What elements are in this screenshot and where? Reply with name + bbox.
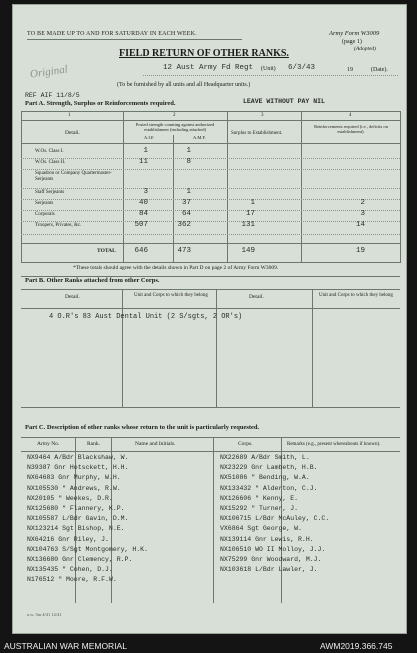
part-a-col-number: 2: [173, 113, 176, 118]
part-c-left-row: NX20105 " Weekes, D.R.: [27, 494, 113, 502]
part-c-right-row: NX23229 Gnr Lambeth, H.B.: [220, 464, 318, 472]
part-a-total-aif: 646: [134, 247, 148, 255]
part-a-row-rule: [21, 158, 400, 159]
part-a-bottom-rule: [21, 262, 400, 263]
part-c-col-corps: Corps.: [238, 441, 253, 447]
part-a-aif-value: 11: [138, 158, 148, 166]
reference-line: REF AIF 11/8/5: [25, 92, 80, 99]
part-c-header-bottom: [21, 451, 400, 452]
part-a-amf-value: 8: [186, 158, 191, 166]
part-b-header-bottom: [21, 308, 400, 309]
furnish-note: (To be furnished by all units and all Headquarter units.): [117, 82, 251, 88]
part-a-col-detail: Detail.: [65, 130, 80, 136]
part-a-col-divider-0: [21, 111, 22, 263]
part-c-right-row: NX15292 " Turner, J.: [220, 505, 299, 512]
part-a-col-divider-4: [400, 111, 401, 263]
part-c-col-remarks: Remarks (e.g., present whereabouts if known).: [287, 442, 381, 447]
part-c-left-row: N39387 Gnr Hotsckett, H.H.: [27, 464, 129, 472]
adopted-label: (Adopted): [354, 46, 376, 52]
leave-line: LEAVE WITHOUT PAY NIL: [243, 98, 325, 105]
part-c-col-army-no: Army No.: [37, 441, 60, 447]
part-c-left-row: NX105530 " Andrews, R.W.: [27, 484, 121, 492]
part-a-sub-aif: A.I.F.: [144, 135, 155, 140]
archive-label: AUSTRALIAN WAR MEMORIAL: [4, 641, 127, 651]
part-a-amf-value: 362: [177, 221, 191, 229]
top-notice-rule: [27, 39, 242, 40]
part-a-row-rule: [21, 188, 400, 189]
part-a-amf-value: 64: [181, 210, 191, 218]
part-a-col-number: 3: [261, 113, 264, 118]
part-c-heading: Part C. Description of other ranks whose return to the unit is particularly requested.: [25, 424, 260, 431]
part-a-amf-value: 1: [186, 188, 191, 196]
part-a-footnote: *These totals should agree with the details shown in Part D on page 2 of Army Form W3009.: [73, 265, 279, 271]
part-c-right-row: NX51086 " Bending, W.A.: [220, 474, 310, 482]
part-a-row-label: Squadron or Company Quartermaster-Serjeants: [35, 171, 112, 182]
part-a-col-number: 1: [68, 113, 71, 118]
part-a-total-surplus: 149: [241, 247, 255, 255]
part-b-divider-3: [312, 289, 313, 407]
part-a-col-divider-2: [227, 111, 228, 263]
form-reference: Army Form W3009: [329, 30, 380, 37]
part-a-row-label: Staff Serjeants: [35, 190, 65, 195]
part-a-row-rule: [21, 169, 400, 170]
page-label: (page 1): [342, 39, 362, 45]
part-a-row-rule: [21, 234, 400, 235]
form-title: FIELD RETURN OF OTHER RANKS.: [119, 48, 289, 59]
part-a-row-label: Corporals: [35, 212, 55, 217]
part-a-row-label: W.Os. Class II.: [35, 160, 66, 165]
part-a-total-reinf: 19: [355, 247, 365, 255]
part-a-total-amf: 473: [177, 247, 191, 255]
part-a-amf-value: 37: [181, 199, 191, 207]
part-a-col-divider-3: [301, 111, 302, 263]
part-c-left-row: NX64683 Gnr Murphy, W.H.: [27, 474, 121, 482]
part-c-right-row: NX133432 " Alderton, C.J.: [220, 484, 318, 492]
part-b-col-detail-2: Detail.: [249, 294, 264, 300]
part-c-col-name: Name and Initials.: [135, 441, 176, 447]
part-c-left-row: NX64216 Gnr Riley, J.: [27, 535, 109, 543]
unit-date-rule: [143, 75, 398, 76]
part-c-right-row: NX139114 Gnr Lewis, R.H.: [220, 535, 314, 543]
part-a-header-rule: [21, 143, 400, 144]
part-a-reinf-value: 14: [355, 221, 365, 229]
part-a-total-rule: [21, 243, 400, 244]
part-a-surplus-value: 131: [241, 221, 255, 229]
part-a-reinf-value: 2: [360, 199, 365, 207]
part-a-row-label: Troopers, Privates, &c.: [35, 223, 82, 228]
part-c-col-rank: Rank.: [87, 441, 100, 447]
part-c-right-row: NX126606 " Kenny, E.: [220, 494, 299, 502]
part-a-aif-value: 3: [143, 188, 148, 196]
part-a-surplus-value: 1: [250, 199, 255, 207]
part-c-divider-3: [213, 437, 214, 603]
part-a-aif-value: 1: [143, 147, 148, 155]
unit-label: (Unit): [261, 66, 276, 72]
part-b-divider-2: [216, 289, 217, 407]
part-b-col-unit-2: Unit and Corps to which they belong: [319, 293, 393, 298]
part-a-aif-value: 40: [138, 199, 148, 207]
part-c-left-row: NX123214 Sgt Bishop, N.E.: [27, 525, 125, 533]
part-a-col-posted: Posted strength counting against authorized establishment (including attached): [135, 122, 215, 132]
date-label: (Date).: [371, 67, 388, 73]
field-return-form: [12, 4, 407, 634]
part-c-right-row: VX6864 Sgt George, W.: [220, 525, 302, 533]
part-a-aif-value: 507: [134, 221, 148, 229]
part-c-right-row: NX75299 Gnr Woodward, M.J.: [220, 556, 322, 563]
part-b-col-unit-1: Unit and Corps to which they belong: [134, 293, 208, 298]
part-c-left-row: NX136680 Gnr Clemency, R.P.: [27, 556, 133, 563]
part-a-heading: Part A. Strength, Surplus or Reinforcements required.: [25, 100, 176, 107]
part-a-table: [13, 111, 408, 263]
part-a-aif-value: 84: [138, 210, 148, 218]
part-a-number-rule: [21, 120, 400, 121]
part-b-heading: Part B. Other Ranks attached from other Corps.: [25, 277, 160, 284]
date-year: 19: [347, 67, 353, 73]
part-c-left-row: NX125680 " Flannery, K.P.: [27, 505, 125, 512]
part-c-right-row: NX22689 A/Bdr Smith, L.: [220, 454, 310, 461]
part-c-left-row: N176512 " Moore, R.F.W.: [27, 576, 117, 584]
date-value: 6/3/43: [288, 64, 316, 72]
part-b-divider-1: [122, 289, 123, 407]
part-b-header-top: [21, 289, 400, 290]
part-a-row-label: Serjeants: [35, 201, 54, 206]
top-notice: TO BE MADE UP TO AND FOR SATURDAY IN EACH WEEK.: [27, 31, 197, 37]
part-c-left-row: NX104763 S/Sgt Montgomery, H.K.: [27, 545, 148, 553]
part-a-amf-value: 1: [186, 147, 191, 155]
part-a-total-label: TOTAL: [97, 248, 116, 254]
unit-value: 12 Aust Army Fd Regt: [163, 64, 254, 72]
archive-footer: [0, 638, 417, 653]
part-a-sub-amf: A.M.F.: [193, 135, 206, 140]
part-b-bottom-rule: [21, 407, 400, 408]
handwritten-note: Original: [29, 63, 69, 81]
part-b-entry: 4 O.R's 83 Aust Dental Unit (2 S/sgts, 2 OR's): [49, 313, 243, 321]
part-c-right-row: NX103618 L/Bdr Lawler, J.: [220, 566, 318, 574]
part-a-row-label: W.Os. Class I.: [35, 149, 64, 154]
part-c-left-row: NX135435 " Cohen, D.J.: [27, 566, 113, 574]
part-b-col-detail: Detail.: [65, 294, 80, 300]
part-c-left-row: NX105587 L/Bdr Gavin, D.M.: [27, 515, 129, 523]
part-a-col-divider-1: [123, 111, 124, 263]
part-a-top-rule: [21, 111, 400, 112]
part-a-surplus-value: 17: [245, 210, 255, 218]
part-c-right-row: NX106715 L/Bdr McAuley, C.C.: [220, 515, 330, 523]
part-a-col-surplus: Surplus to Establishment.: [231, 131, 283, 136]
part-a-col-reinf: Reinforcements required (i.e., deficits on establishment).: [314, 124, 388, 135]
part-c-header-top: [21, 437, 400, 438]
part-a-col-number: 4: [349, 113, 352, 118]
part-c-left-row: NX9464 A/Bdr Blackshaw, W.: [27, 454, 129, 461]
archive-id: AWM2019.366.745: [320, 641, 393, 651]
part-c-right-row: NX106510 WO II Molloy, J.J.: [220, 545, 326, 553]
print-code: a.w. 3m 4/41 12/41: [27, 612, 62, 617]
part-a-reinf-value: 3: [360, 210, 365, 218]
